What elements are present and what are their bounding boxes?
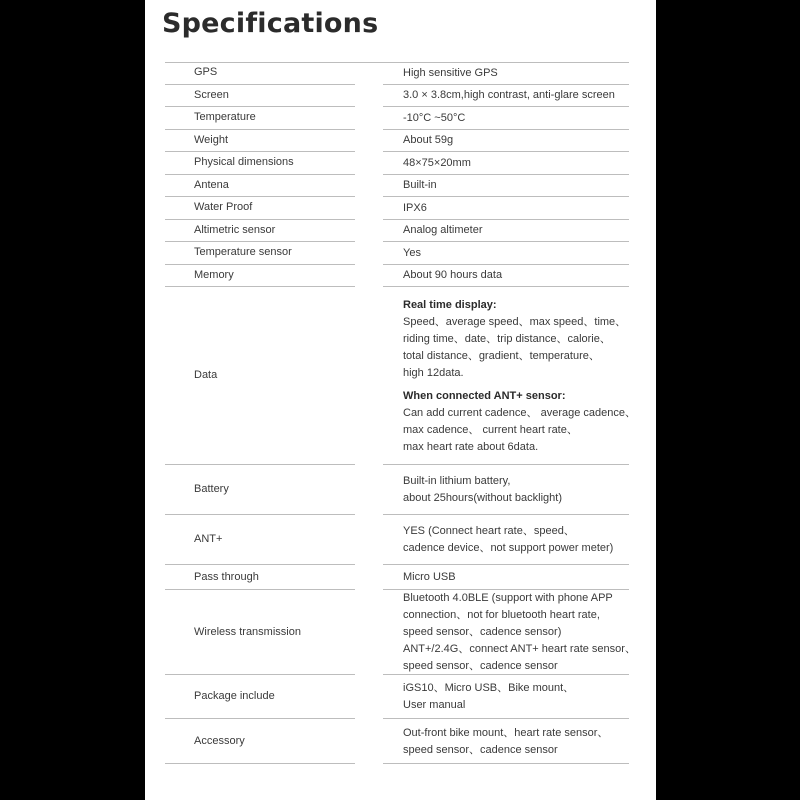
spec-sheet — [145, 0, 656, 800]
spec-value-line: High sensitive GPS — [403, 66, 498, 79]
spec-row — [145, 287, 656, 465]
spec-label: GPS — [194, 66, 218, 79]
page-title: Specifications — [162, 8, 379, 39]
spec-row — [145, 590, 656, 675]
spec-label: Data — [194, 369, 218, 381]
spec-value-line: Out-front bike mount、heart rate sensor、 — [403, 726, 609, 739]
spec-row — [145, 242, 656, 265]
spec-label: ANT+ — [194, 533, 223, 545]
spec-value-line: Built-in — [403, 179, 437, 192]
spec-value — [403, 87, 653, 104]
spec-value — [403, 267, 653, 284]
spec-value-line: ANT+/2.4G、connect ANT+ heart rate sensor、 — [403, 643, 636, 655]
spec-value — [403, 155, 653, 172]
spec-value-line: Bluetooth 4.0BLE (support with phone APP — [403, 592, 613, 604]
spec-value-line: high 12data. — [403, 366, 464, 379]
spec-value — [403, 65, 653, 82]
spec-label: Weight — [194, 133, 229, 146]
spec-label: Package include — [194, 690, 275, 702]
spec-label: Screen — [194, 88, 229, 101]
spec-value-line: IPX6 — [403, 201, 427, 214]
spec-label: Pass through — [194, 570, 259, 583]
spec-row — [145, 107, 656, 130]
spec-label: Physical dimensions — [194, 156, 294, 169]
spec-value-line: total distance、gradient、temperature、 — [403, 349, 600, 362]
spec-row — [145, 719, 656, 764]
spec-value-line: About 90 hours data — [403, 269, 503, 282]
spec-label: Water Proof — [194, 201, 253, 214]
spec-value — [403, 523, 653, 557]
spec-value-line: max cadence、 current heart rate、 — [403, 423, 578, 436]
spec-value-line: YES (Connect heart rate、speed、 — [403, 525, 575, 537]
spec-value-line: Speed、average speed、max speed、time、 — [403, 315, 627, 328]
spec-value-line: connection、not for bluetooth heart rate, — [403, 609, 600, 621]
spec-value-heading: Real time display: — [403, 298, 497, 311]
spec-row — [145, 565, 656, 590]
spec-value — [403, 473, 653, 507]
spec-label: Temperature sensor — [194, 246, 292, 259]
spec-value-line: Can add current cadence、 average cadence、 — [403, 406, 636, 419]
spec-row — [145, 465, 656, 515]
spec-value-line: riding time、date、trip distance、calorie、 — [403, 332, 611, 345]
spec-row — [145, 220, 656, 243]
spec-row — [145, 265, 656, 288]
spec-value-line: speed sensor、cadence sensor) — [403, 626, 562, 638]
spec-value-line: Micro USB — [403, 571, 456, 583]
spec-row — [145, 175, 656, 198]
spec-value — [403, 297, 653, 456]
spec-row — [145, 515, 656, 565]
spec-value-line: About 59g — [403, 134, 454, 147]
spec-row — [145, 675, 656, 719]
spec-value — [403, 222, 653, 239]
spec-value-line: 48×75×20mm — [403, 156, 471, 169]
spec-row — [145, 197, 656, 220]
spec-value-line: Analog altimeter — [403, 224, 483, 237]
spec-value — [403, 680, 653, 714]
spec-label: Temperature — [194, 111, 256, 124]
spec-value-line: -10°C ~50°C — [403, 111, 466, 124]
spec-value-heading: When connected ANT+ sensor: — [403, 389, 566, 402]
spec-value-line: Built-in lithium battery, — [403, 475, 511, 487]
spec-value-line: max heart rate about 6data. — [403, 440, 539, 453]
spec-value — [403, 132, 653, 149]
spec-value-line: speed sensor、cadence sensor — [403, 743, 558, 756]
spec-value-line: about 25hours(without backlight) — [403, 492, 562, 504]
spec-value-line: 3.0 × 3.8cm,high contrast, anti-glare screen — [403, 89, 615, 102]
spec-value — [403, 569, 653, 586]
spec-value-line: speed sensor、cadence sensor — [403, 660, 558, 672]
spec-value — [403, 200, 653, 217]
spec-value-line: Yes — [403, 246, 421, 259]
spec-label: Antena — [194, 178, 229, 191]
row-divider-left — [165, 763, 355, 764]
spec-label: Wireless transmission — [194, 625, 301, 638]
spec-label: Battery — [194, 483, 229, 495]
spec-value — [403, 110, 653, 127]
spec-row — [145, 130, 656, 153]
spec-value-line: User manual — [403, 699, 466, 711]
spec-row — [145, 62, 656, 85]
spec-value — [403, 725, 653, 759]
spec-value — [403, 177, 653, 194]
spec-value-line: iGS10、Micro USB、Bike mount、 — [403, 682, 575, 694]
spec-label: Altimetric sensor — [194, 223, 276, 236]
spec-row — [145, 85, 656, 108]
spec-label: Memory — [194, 268, 234, 281]
spec-value — [403, 590, 653, 675]
spec-row — [145, 152, 656, 175]
spec-label: Accessory — [194, 734, 245, 747]
spec-value-line: cadence device、not support power meter) — [403, 542, 614, 554]
row-divider-right — [383, 763, 629, 764]
spec-value — [403, 245, 653, 262]
